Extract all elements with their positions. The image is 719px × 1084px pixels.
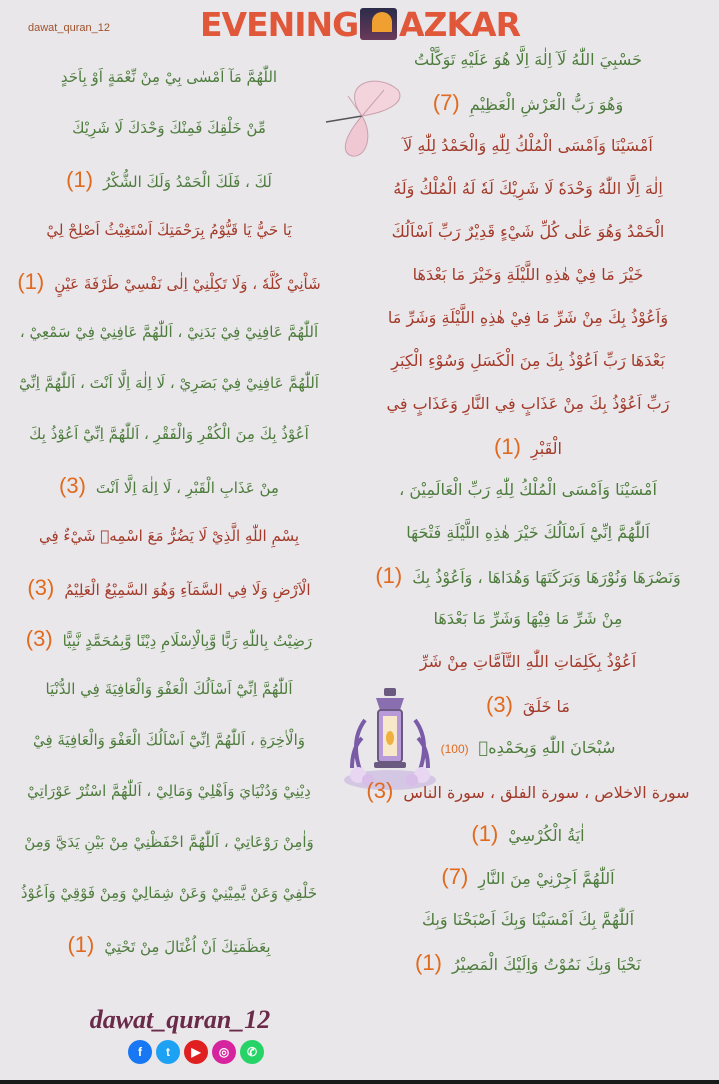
facebook-icon[interactable]: f — [128, 1040, 152, 1064]
dua-line — [0, 817, 338, 868]
repeat-count: (1) — [375, 563, 403, 588]
dua-line — [0, 562, 338, 613]
dua-text: سورة الاخلاص ، سورة الفلق ، سورة الناس — [403, 783, 690, 802]
dua-text: مَا خَلَقَ — [522, 697, 570, 716]
dua-text: اَعُوْذُ بِكَلِمَاتِ اللّٰهِ التَّآمَّاتِ مِنْ شَرِّ — [419, 652, 637, 671]
dua-line — [0, 715, 338, 766]
twitter-icon[interactable]: t — [156, 1040, 180, 1064]
handle-top: dawat_quran_12 — [28, 22, 110, 34]
repeat-count: (100) — [440, 742, 469, 756]
dua-line — [340, 38, 716, 81]
dua-text: اَللّٰهُمَّ اِنِّيْٓ اَسْاَلُكَ خَيْرَ هٰذِهِ اللَّيْلَةِ فَتْحَهَا — [406, 523, 650, 542]
dua-line — [0, 256, 338, 307]
dua-line — [0, 307, 338, 358]
dua-text: نَحْيَا وَبِكَ نَمُوْتُ وَاِلَيْكَ الْمَصِيْرُ — [451, 955, 641, 974]
dua-text: بَعْدَهَا رَبِّ اَعُوْذُ بِكَ مِنَ الْكَسَلِ وَسُوْءِ الْكِبَرِ — [391, 351, 665, 370]
dua-text: بِعَظَمَتِكَ اَنْ اُغْتَالَ مِنْ تَحْتِيْ — [104, 938, 271, 956]
dua-text: حَسْبِيَ اللّٰهُ لَآ اِلٰهَ اِلَّا هُوَ عَلَيْهِ تَوَكَّلْتُ — [413, 50, 642, 69]
repeat-count: (7) — [432, 90, 460, 115]
dua-text: خَلْفِيْ وَعَنْ يَّمِيْنِيْ وَعَنْ شِمَالِيْ وَمِنْ فَوْقِيْ وَاَعُوْذُ — [20, 884, 318, 902]
right-column — [340, 38, 716, 984]
dua-text: اِلٰهَ اِلَّا اللّٰهُ وَحْدَهٗ لَا شَرِيْكَ لَهٗ لَهُ الْمُلْكُ وَلَهُ — [393, 179, 663, 198]
dua-text: مِنْ عَذَابِ الْقَبْرِ ، لَا اِلٰهَ اِلَّا اَنْتَ — [95, 479, 279, 497]
repeat-count: (1) — [66, 167, 94, 192]
dua-line — [0, 919, 338, 970]
dua-text: اَللّٰهُمَّ عَافِنِيْ فِيْ بَصَرِيْ ، لَا اِلٰهَ اِلَّا اَنْتَ ، اَللّٰهُمَّ اِنِّيْٓ — [19, 374, 319, 392]
dua-line — [0, 52, 338, 103]
dua-line — [0, 460, 338, 511]
dua-line — [0, 103, 338, 154]
dua-line — [340, 597, 716, 640]
repeat-count: (3) — [27, 575, 55, 600]
title-left: EVENING — [200, 4, 359, 44]
dua-text: وَاٰمِنْ رَوْعَاتِيْ ، اَللّٰهُمَّ احْفَظْنِيْ مِنْ بَيْنِ يَدَيَّ وَمِنْ — [24, 833, 314, 851]
dua-text: يَا حَيُّ يَا قَيُّوْمُ بِرَحْمَتِكَ اَسْتَغِيْثُ اَصْلِحْ لِيْ — [46, 221, 292, 239]
dua-line — [340, 640, 716, 683]
dua-line — [0, 511, 338, 562]
dua-line — [340, 898, 716, 941]
dua-line — [340, 812, 716, 855]
repeat-count: (3) — [486, 692, 513, 717]
dua-line — [340, 167, 716, 210]
dua-line — [0, 664, 338, 715]
dua-text: شَاْنِيْ كُلَّهٗ ، وَلَا تَكِلْنِيْ اِلٰى نَفْسِيْ طَرْفَةَ عَيْنٍ — [54, 275, 321, 293]
dua-text: مِّنْ خَلْقِكَ فَمِنْكَ وَحْدَكَ لَا شَرِيْكَ — [72, 119, 266, 137]
dua-text: بِسْمِ اللّٰهِ الَّذِيْ لَا يَضُرُّ مَعَ اسْمِهٖ شَيْءٌ فِي — [38, 527, 300, 545]
dua-text: لَكَ ، فَلَكَ الْحَمْدُ وَلَكَ الشُّكْرُ — [103, 173, 272, 191]
dua-line — [0, 613, 338, 664]
dua-text: اَعُوْذُ بِكَ مِنَ الْكُفْرِ وَالْفَقْرِ ، اَللّٰهُمَّ اِنِّيْٓ اَعُوْذُ بِكَ — [29, 425, 309, 443]
dua-text: رَضِيْتُ بِاللّٰهِ رَبًّا وَّبِالْاِسْلَامِ دِيْنًا وَّبِمُحَمَّدٍ نَّبِيًّا — [62, 632, 313, 650]
dua-line — [340, 683, 716, 726]
dua-text: اَللّٰهُمَّ بِكَ اَمْسَيْنَا وَبِكَ اَصْبَحْنَا وَبِكَ — [421, 910, 635, 929]
dua-line — [0, 205, 338, 256]
dua-text: اَللّٰهُمَّ اَجِرْنِيْ مِنَ النَّارِ — [478, 869, 615, 888]
dua-line — [340, 769, 716, 812]
dua-line — [0, 868, 338, 919]
dua-line — [0, 766, 338, 817]
dua-line — [340, 210, 716, 253]
dua-line — [340, 855, 716, 898]
dua-text: وَهُوَ رَبُّ الْعَرْشِ الْعَظِيْمِ — [469, 95, 624, 114]
repeat-count: (3) — [366, 778, 394, 803]
dua-text: سُبْحَانَ اللّٰهِ وَبِحَمْدِهٖ — [478, 738, 616, 757]
dua-line — [0, 154, 338, 205]
dua-text: وَنَصْرَهَا وَنُوْرَهَا وَبَرَكَتَهَا وَهُدَاهَا ، وَاَعُوْذُ بِكَ — [412, 568, 681, 587]
title-right: AZKAR — [399, 4, 520, 44]
dua-text: خَيْرَ مَا فِيْ هٰذِهِ اللَّيْلَةِ وَخَيْرَ مَا بَعْدَهَا — [412, 265, 644, 284]
dua-line — [340, 339, 716, 382]
dua-line — [340, 468, 716, 511]
dua-text: الْحَمْدُ وَهُوَ عَلٰى كُلِّ شَيْءٍ قَدِيْرٌ رَبِّ اَسْاَلُكَ — [391, 222, 665, 241]
repeat-count: (1) — [67, 932, 95, 957]
signature: dawat_quran_12 — [89, 1005, 271, 1034]
repeat-count: (1) — [415, 950, 442, 975]
dua-line — [0, 409, 338, 460]
dua-line — [340, 253, 716, 296]
repeat-count: (3) — [59, 473, 86, 498]
dua-text: وَاَعُوْذُ بِكَ مِنْ شَرِّ مَا فِيْ هٰذِهِ اللَّيْلَةِ وَشَرِّ مَا — [387, 308, 669, 327]
dua-line — [340, 726, 716, 769]
repeat-count: (1) — [17, 269, 45, 294]
repeat-count: (1) — [494, 434, 521, 459]
dua-text: دِيْنِيْ وَدُنْيَايَ وَاَهْلِيْ وَمَالِيْ ، اَللّٰهُمَّ اسْتُرْ عَوْرَاتِيْ — [27, 782, 311, 800]
dua-text: اَللّٰهُمَّ عَافِنِيْ فِيْ بَدَنِيْ ، اَللّٰهُمَّ عَافِنِيْ فِيْ سَمْعِيْ ، — [19, 323, 319, 341]
dua-line — [340, 382, 716, 425]
dua-line — [340, 296, 716, 339]
dua-text: وَالْاٰخِرَةِ ، اَللّٰهُمَّ اِنِّيْٓ اَسْاَلُكَ الْعَفْوَ وَالْعَافِيَةَ فِيْ — [32, 731, 306, 749]
dua-text: الْقَبْرِ — [530, 439, 562, 458]
dua-line — [340, 425, 716, 468]
dua-text: اٰيَةُ الْكُرْسِيْ — [508, 826, 585, 845]
repeat-count: (3) — [25, 626, 53, 651]
dua-text: الْاَرْضِ وَلَا فِي السَّمَآءِ وَهُوَ السَّمِيْعُ الْعَلِيْمُ — [64, 581, 311, 599]
dua-text: مِنْ شَرِّ مَا فِيْهَا وَشَرِّ مَا بَعْدَهَا — [433, 609, 623, 628]
social-icons — [128, 1040, 264, 1064]
dua-line — [340, 124, 716, 167]
dua-line — [340, 941, 716, 984]
dua-text: اَمْسَيْنَا وَاَمْسَى الْمُلْكُ لِلّٰهِ رَبِّ الْعَالَمِيْنَ ، — [399, 480, 657, 499]
dua-line — [0, 358, 338, 409]
dua-text: رَبِّ اَعُوْذُ بِكَ مِنْ عَذَابٍ فِي النَّارِ وَعَذَابٍ فِي — [386, 394, 670, 413]
dua-line — [340, 81, 716, 124]
instagram-icon[interactable]: ◎ — [212, 1040, 236, 1064]
repeat-count: (1) — [471, 821, 499, 846]
youtube-icon[interactable]: ▶ — [184, 1040, 208, 1064]
dua-text: اَمْسَيْنَا وَاَمْسَى الْمُلْكُ لِلّٰهِ وَالْحَمْدُ لِلّٰهِ لَآ — [403, 136, 653, 155]
dua-line — [340, 511, 716, 554]
whatsapp-icon[interactable]: ✆ — [240, 1040, 264, 1064]
left-column — [0, 52, 338, 970]
dua-text: اَللّٰهُمَّ اِنِّيْٓ اَسْاَلُكَ الْعَفْوَ وَالْعَافِيَةَ فِي الدُّنْيَا — [45, 680, 293, 698]
mosque-icon — [360, 8, 397, 40]
dua-text: اللّٰهُمَّ مَآ اَمْسٰى بِيْ مِنْ نِّعْمَةٍ اَوْ بِاَحَدٍ — [60, 68, 278, 86]
dua-line — [340, 554, 716, 597]
repeat-count: (7) — [441, 864, 469, 889]
